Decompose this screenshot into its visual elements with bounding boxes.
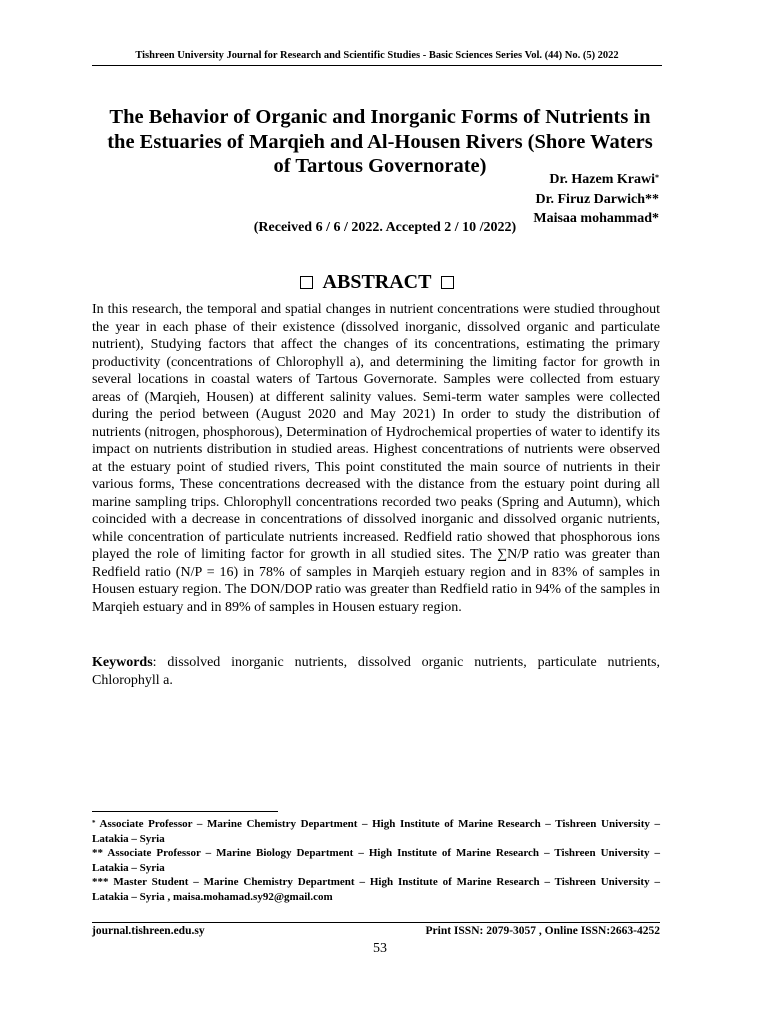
footnote-1-text: Associate Professor – Marine Chemistry Department – High Institute of Marine Research – Tishreen University – Latakia – Syria	[92, 818, 660, 845]
paper-title	[80, 105, 680, 179]
author-1-footnote-mark: *	[655, 173, 659, 182]
header-divider	[92, 65, 662, 66]
footnote-3: *** Master Student – Marine Chemistry Department – High Institute of Marine Research – Tishreen University – Latakia – Syria , maisa.mohamad.sy92@gmail.com	[92, 876, 660, 903]
author-3: Maisaa mohammad*	[533, 211, 659, 226]
issn-info: Print ISSN: 2079-3057 , Online ISSN:2663-4252	[425, 925, 660, 937]
footnote-2: ** Associate Professor – Marine Biology Department – High Institute of Marine Research – Tishreen University – Latakia – Syria	[92, 847, 660, 874]
page-number: 53	[373, 941, 387, 956]
checkbox-square-icon	[300, 276, 313, 289]
abstract-text: In this research, the temporal and spatial changes in nutrient concentrations were studied throughout the year in each phase of their existence (dissolved inorganic, dissolved organic and particulate nutrient), Studying factors that affect the changes of its concentrations, estimating the primary productivity (concentrations of Chlorophyll a), and determining the limiting factor for growth in several locations in coastal waters of Tartous Governorate. Samples were collected from estuary areas of (Marqieh, Housen) at different salinity values. Semi-term water samples were collected during the period between (August 2020 and May 2021) In order to study the distribution of nutrients (nitrogen, phosphorous), Determination of Hydrochemical properties of water to identify its impact on nutrients distribution in studied areas. Highest concentrations of nutrients were observed at the estuary point of studied rivers, This point constituted the main source of nutrients in their various forms, These concentrations decreased with the distance from the estuary point during all marine sampling trips. Chlorophyll concentrations recorded two peaks (Spring and Autumn), which coincided with a decrease in concentrations of dissolved inorganic and dissolved organic nutrients, while concentration of particulate nutrients increased. Redfield ratio showed that phosphorous ions played the role of limiting factor for growth in all studied sites. The ∑N/P ratio was greater than Redfield ratio (N/P = 16) in 78% of samples in Marqieh estuary region and in 83% of samples in Housen estuary region. The DON/DOP ratio was greater than Redfield ratio in 94% of the samples in Marqieh estuary and in 89% of samples in Housen estuary region.	[92, 302, 660, 615]
author-2: Dr. Firuz Darwich**	[535, 191, 659, 207]
footer-divider	[92, 922, 660, 923]
title-line-2: the Estuaries of Marqieh and Al-Housen Rivers (Shore Waters	[107, 130, 653, 153]
abstract-heading-text: ABSTRACT	[322, 271, 432, 293]
footnotes	[92, 817, 660, 904]
footnote-divider	[92, 811, 278, 812]
keywords-label: Keywords	[92, 655, 153, 670]
received-accepted-dates: (Received 6 / 6 / 2022. Accepted 2 / 10 /2022)	[253, 220, 517, 235]
author-1	[533, 170, 659, 190]
abstract-heading	[92, 271, 662, 294]
title-line-3: of Tartous Governorate)	[273, 155, 487, 177]
author-1-name: Dr. Hazem Krawi	[549, 172, 655, 187]
checkbox-square-icon	[441, 276, 454, 289]
journal-website: journal.tishreen.edu.sy	[92, 925, 205, 937]
keywords-text: : dissolved inorganic nutrients, dissolved organic nutrients, particulate nutrients, Chlorophyll a.	[92, 655, 660, 688]
footnote-1-mark: *	[92, 819, 96, 827]
footnote-1	[92, 817, 660, 846]
keywords	[92, 654, 660, 689]
running-header: Tishreen University Journal for Research and Scientific Studies - Basic Sciences Series Vol. (44) No. (5) 2022	[135, 50, 619, 61]
title-line-1: The Behavior of Organic and Inorganic Forms of Nutrients in	[109, 106, 651, 128]
